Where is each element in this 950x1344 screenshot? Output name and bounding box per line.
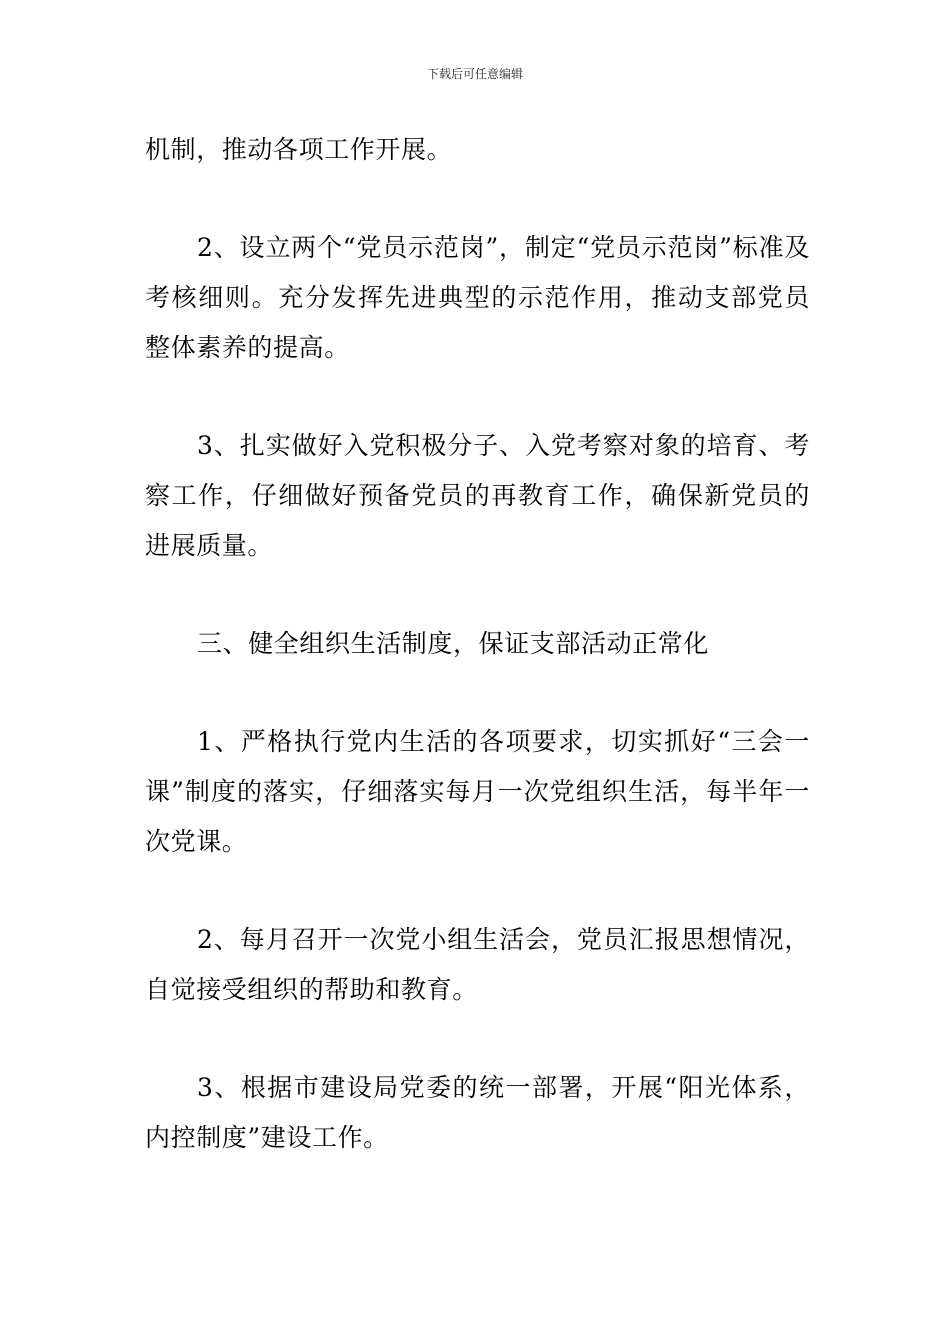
paragraph-gap (145, 373, 810, 421)
paragraph-item: 3、扎实做好入党积极分子、入党考察对象的培育、考察工作，仔细做好预备党员的再教育工作，确保新党员的进展质量。 (145, 431, 810, 560)
paragraph-gap (145, 1015, 810, 1063)
paragraph-item: 1、严格执行党内生活的各项要求，切实抓好“三会一课”制度的落实，仔细落实每月一次党组织生活，每半年一次党课。 (145, 727, 810, 856)
page-header: 下载后可任意编辑 (426, 67, 523, 81)
paragraph-item: 2、每月召开一次党小组生活会，党员汇报思想情况，自觉接受组织的帮助和教育。 (145, 925, 810, 1004)
paragraph-gap (145, 867, 810, 915)
section-heading: 三、健全组织生活制度，保证支部活动正常化 (197, 629, 710, 658)
paragraph-continuation: 机制，推动各项工作开展。 (145, 135, 453, 164)
paragraph-gap (145, 669, 810, 717)
paragraph-gap (145, 175, 810, 223)
paragraph-item: 2、设立两个“党员示范岗”，制定“党员示范岗”标准及考核细则。充分发挥先进典型的示范作用，推动支部党员整体素养的提高。 (145, 233, 810, 362)
paragraph-gap (145, 571, 810, 619)
paragraph-item: 3、根据市建设局党委的统一部署，开展“阳光体系，内控制度”建设工作。 (145, 1073, 810, 1152)
document-body (145, 125, 810, 1163)
